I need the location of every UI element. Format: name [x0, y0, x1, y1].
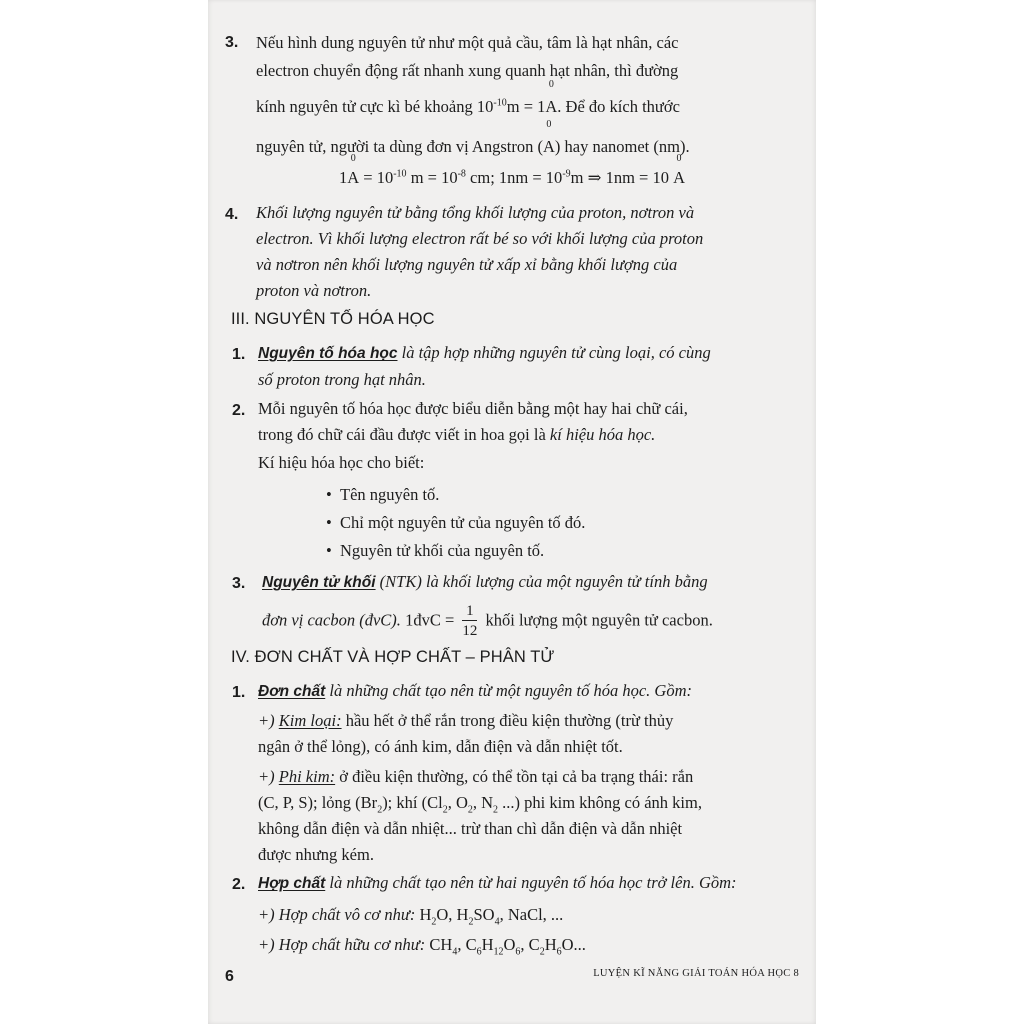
- s4-item-2-text: Hợp chất là những chất tạo nên từ hai nguyên tố hóa học trở lên. Gồm:: [258, 873, 737, 892]
- s3-item-1-number: 1.: [232, 346, 246, 363]
- bullet-3-text: Nguyên tử khối của nguyên tố.: [340, 541, 545, 560]
- bullet-1: •: [326, 485, 332, 504]
- item-3-text: Nếu hình dung nguyên tử như một quả cầu, tâm là hạt nhân, các electron chuyển động rất nhanh xung quanh hạt nhân, thì đường kính nguyên tử cực kì bé khoảng $10^{-10}m = 1$ 0 A. Để đo kích thước nguyên tử, người ta dùng đơn vị Angstron ( 0 A) hay nanomet (nm).: [256, 30, 799, 160]
- page-number: 6: [225, 968, 234, 985]
- bullet-3: •: [326, 541, 332, 560]
- metals-description: +) Kim loại: hầu hết ở thể rắn trong điều kiện thường (trừ thủy ngân ở thể lỏng), có ánh kim, dẫn điện và dẫn nhiệt tốt.: [258, 711, 674, 756]
- s3-item-3-number: 3.: [232, 575, 246, 592]
- item-3-number: 3.: [225, 34, 239, 51]
- document-page: [208, 0, 816, 1024]
- s4-item-2-number: 2.: [232, 876, 246, 893]
- bullet-2: •: [326, 513, 332, 532]
- item-4-text: Khối lượng nguyên tử bằng tổng khối lượng của proton, nơtron và electron. Vì khối lượng electron rất bé so với khối lượng của proton và nơtron nên khối lượng nguyên tử xấp xỉ bằng khối lượng của proton và nơtron.: [256, 203, 704, 300]
- organic-compounds: +) Hợp chất hữu cơ như: $CH_4$, $C_6H_{12}O_6$, $C_2H_6O$...: [258, 935, 586, 958]
- item-4-number: 4.: [225, 206, 239, 223]
- s3-item-3-text: Nguyên tử khối (NTK) là khối lượng của một nguyên tử tính bằng đơn vị cacbon (đvC). 1đvC = $\frac{1}{12}$ khối lượng một nguyên tử cacbon.: [262, 572, 713, 639]
- angstrom-symbol: 0 A: [542, 119, 555, 156]
- book-title: LUYỆN KĨ NĂNG GIẢI TOÁN HÓA HỌC 8: [593, 968, 799, 979]
- s4-item-1-text: Đơn chất là những chất tạo nên từ một nguyên tố hóa học. Gồm:: [258, 681, 692, 700]
- bullet-2-text: Chỉ một nguyên tử của nguyên tố đó.: [340, 513, 586, 532]
- bullet-1-text: Tên nguyên tố.: [340, 485, 440, 504]
- s3-item-2-number: 2.: [232, 402, 246, 419]
- s4-item-1-number: 1.: [232, 684, 246, 701]
- inorganic-compounds: +) Hợp chất vô cơ như: $H_2O$, $H_2SO_4$, NaCl, ...: [258, 905, 564, 928]
- section-3-heading: III. NGUYÊN TỐ HÓA HỌC: [231, 310, 435, 328]
- s3-item-2-text: Mỗi nguyên tố hóa học được biểu diễn bằng một hay hai chữ cái, trong đó chữ cái đầu được viết in hoa gọi là kí hiệu hóa học. Kí hiệu hóa học cho biết:: [258, 399, 688, 472]
- nonmetals-description: +) Phi kim: ở điều kiện thường, có thể tồn tại cả ba trạng thái: rắn (C, P, S); lỏng $(Br_2)$; khí ($Cl_2$, $O_2$, $N_2$ ...) phi kim không có ánh kim, không dẫn điện và dẫn nhiệt... trừ than chì dẫn điện và dẫn nhiệt được nhưng kém.: [258, 767, 702, 864]
- angstrom-conversion-formula: 1 0 $A = 10^{-10}$ $m = 10^{-8}$ cm; $1nm = 10^{-9}m$ ⇒ 1nm = 10 0 A: [338, 153, 686, 187]
- one-twelfth-fraction: $\frac{1}{12}$: [462, 603, 478, 639]
- s3-item-1-text: Nguyên tố hóa học là tập hợp những nguyên tử cùng loại, có cùng số proton trong hạt nhân.: [258, 343, 711, 389]
- angstrom-symbol: 0 A: [545, 79, 558, 116]
- section-4-heading: IV. ĐƠN CHẤT VÀ HỢP CHẤT – PHÂN TỬ: [231, 648, 555, 666]
